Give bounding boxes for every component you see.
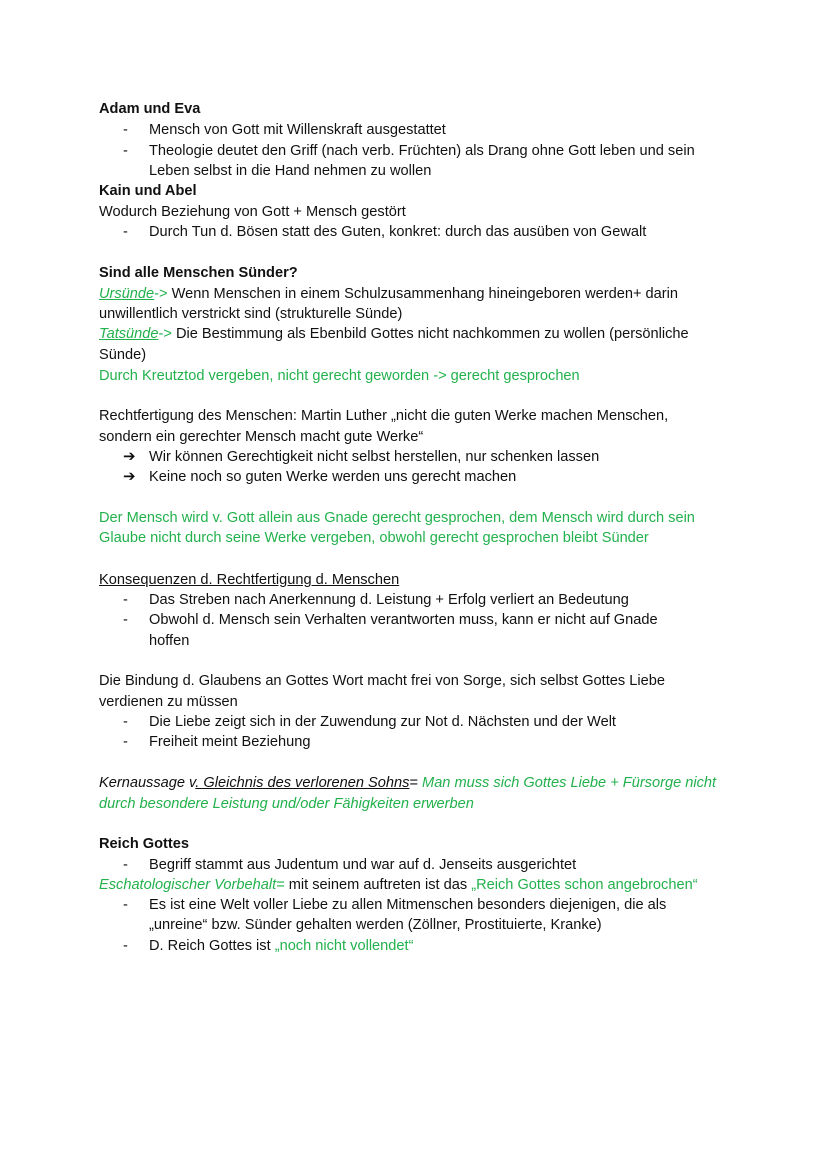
arrow-text: -> [154, 286, 168, 302]
green-note: Der Mensch wird v. Gott allein aus Gnade gerecht gesprochen, dem Mensch wird durch sein [99, 510, 695, 526]
bullet-text-cont: „unreine“ bzw. Sünder gehalten werden (Zöllner, Prostituierte, Kranke) [149, 917, 602, 933]
bullet-text: Freiheit meint Beziehung [149, 734, 311, 750]
bullet-dash: - [123, 612, 128, 628]
bullet-dash: - [123, 224, 128, 240]
paragraph-line: Wodurch Beziehung von Gott + Mensch gestört [99, 204, 406, 220]
bullet-text: D. Reich Gottes ist „noch nicht vollendet“ [149, 938, 414, 954]
bullet-dash: - [123, 122, 128, 138]
arrow-item-text: Keine noch so guten Werke werden uns gerecht machen [149, 469, 517, 485]
arrow-item-text: Wir können Gerechtigkeit nicht selbst herstellen, nur schenken lassen [149, 449, 600, 465]
heading-kain-und-abel: Kain und Abel [99, 183, 197, 199]
bullet-dash: - [123, 938, 128, 954]
term-tatsuende: Tatsünde [99, 326, 159, 342]
bullet-text: Mensch von Gott mit Willenskraft ausgestattet [149, 122, 446, 138]
arrow-icon: ➔ [123, 468, 136, 485]
bullet-text: Die Liebe zeigt sich in der Zuwendung zur Not d. Nächsten und der Welt [149, 714, 616, 730]
heading-adam-und-eva: Adam und Eva [99, 101, 201, 117]
arrow-icon: ➔ [123, 448, 136, 465]
paragraph-line: Rechtfertigung des Menschen: Martin Luther „nicht die guten Werke machen Menschen, [99, 408, 669, 424]
bullet-dash: - [123, 857, 128, 873]
bullet-text: Theologie deutet den Griff (nach verb. Früchten) als Drang ohne Gott leben und sein [149, 143, 695, 159]
bullet-dash: - [123, 592, 128, 608]
green-note: Glaube nicht durch seine Werke vergeben, obwohl gerecht gesprochen bleibt Sünder [99, 530, 649, 546]
green-note: Durch Kreutztod vergeben, nicht gerecht geworden -> gerecht gesprochen [99, 368, 580, 384]
term-ursuende-line: Ursünde-> Wenn Menschen in einem Schulzusammenhang hineingeboren werden+ darin [99, 286, 678, 302]
bullet-dash: - [123, 714, 128, 730]
bullet-text: Es ist eine Welt voller Liebe zu allen Mitmenschen besonders diejenigen, die als [149, 897, 667, 913]
bullet-text: Das Streben nach Anerkennung d. Leistung + Erfolg verliert an Bedeutung [149, 592, 629, 608]
bullet-text-cont: Leben selbst in die Hand nehmen zu wollen [149, 163, 432, 179]
paragraph-line: Die Bindung d. Glaubens an Gottes Wort macht frei von Sorge, sich selbst Gottes Liebe [99, 673, 665, 689]
paragraph-line: sondern ein gerechter Mensch macht gute Werke“ [99, 429, 424, 445]
paragraph-line: Sünde) [99, 347, 147, 363]
term-ursuende: Ursünde [99, 286, 155, 302]
heading-suender: Sind alle Menschen Sünder? [99, 265, 298, 281]
bullet-text-cont: hoffen [149, 633, 190, 649]
bullet-text: Begriff stammt aus Judentum und war auf d. Jenseits ausgerichtet [149, 857, 577, 873]
gleichnis-link-text: . Gleichnis des verlorenen Sohns [195, 775, 410, 791]
kernaussage-line: Kernaussage v. Gleichnis des verlorenen Sohns= Man muss sich Gottes Liebe + Fürsorge nicht [99, 775, 717, 791]
bullet-text: Obwohl d. Mensch sein Verhalten verantworten muss, kann er nicht auf Gnade [149, 612, 658, 628]
term-tatsuende-line: Tatsünde-> Die Bestimmung als Ebenbild Gottes nicht nachkommen zu wollen (persönliche [99, 326, 689, 342]
paragraph-line: unwillentlich verstrickt sind (strukturelle Sünde) [99, 306, 403, 322]
heading-reich-gottes: Reich Gottes [99, 836, 190, 852]
green-note: durch besondere Leistung und/oder Fähigkeiten erwerben [99, 796, 474, 812]
heading-konsequenzen: Konsequenzen d. Rechtfertigung d. Menschen [99, 572, 400, 588]
bullet-dash: - [123, 143, 128, 159]
arrow-text: -> [158, 326, 172, 342]
eschatologisch-line: Eschatologischer Vorbehalt= mit seinem auftreten ist das „Reich Gottes schon angebrochen“ [99, 877, 698, 893]
paragraph-line: verdienen zu müssen [99, 694, 238, 710]
bullet-text: Durch Tun d. Bösen statt des Guten, konkret: durch das ausüben von Gewalt [149, 224, 647, 240]
bullet-dash: - [123, 897, 128, 913]
bullet-dash: - [123, 734, 128, 750]
